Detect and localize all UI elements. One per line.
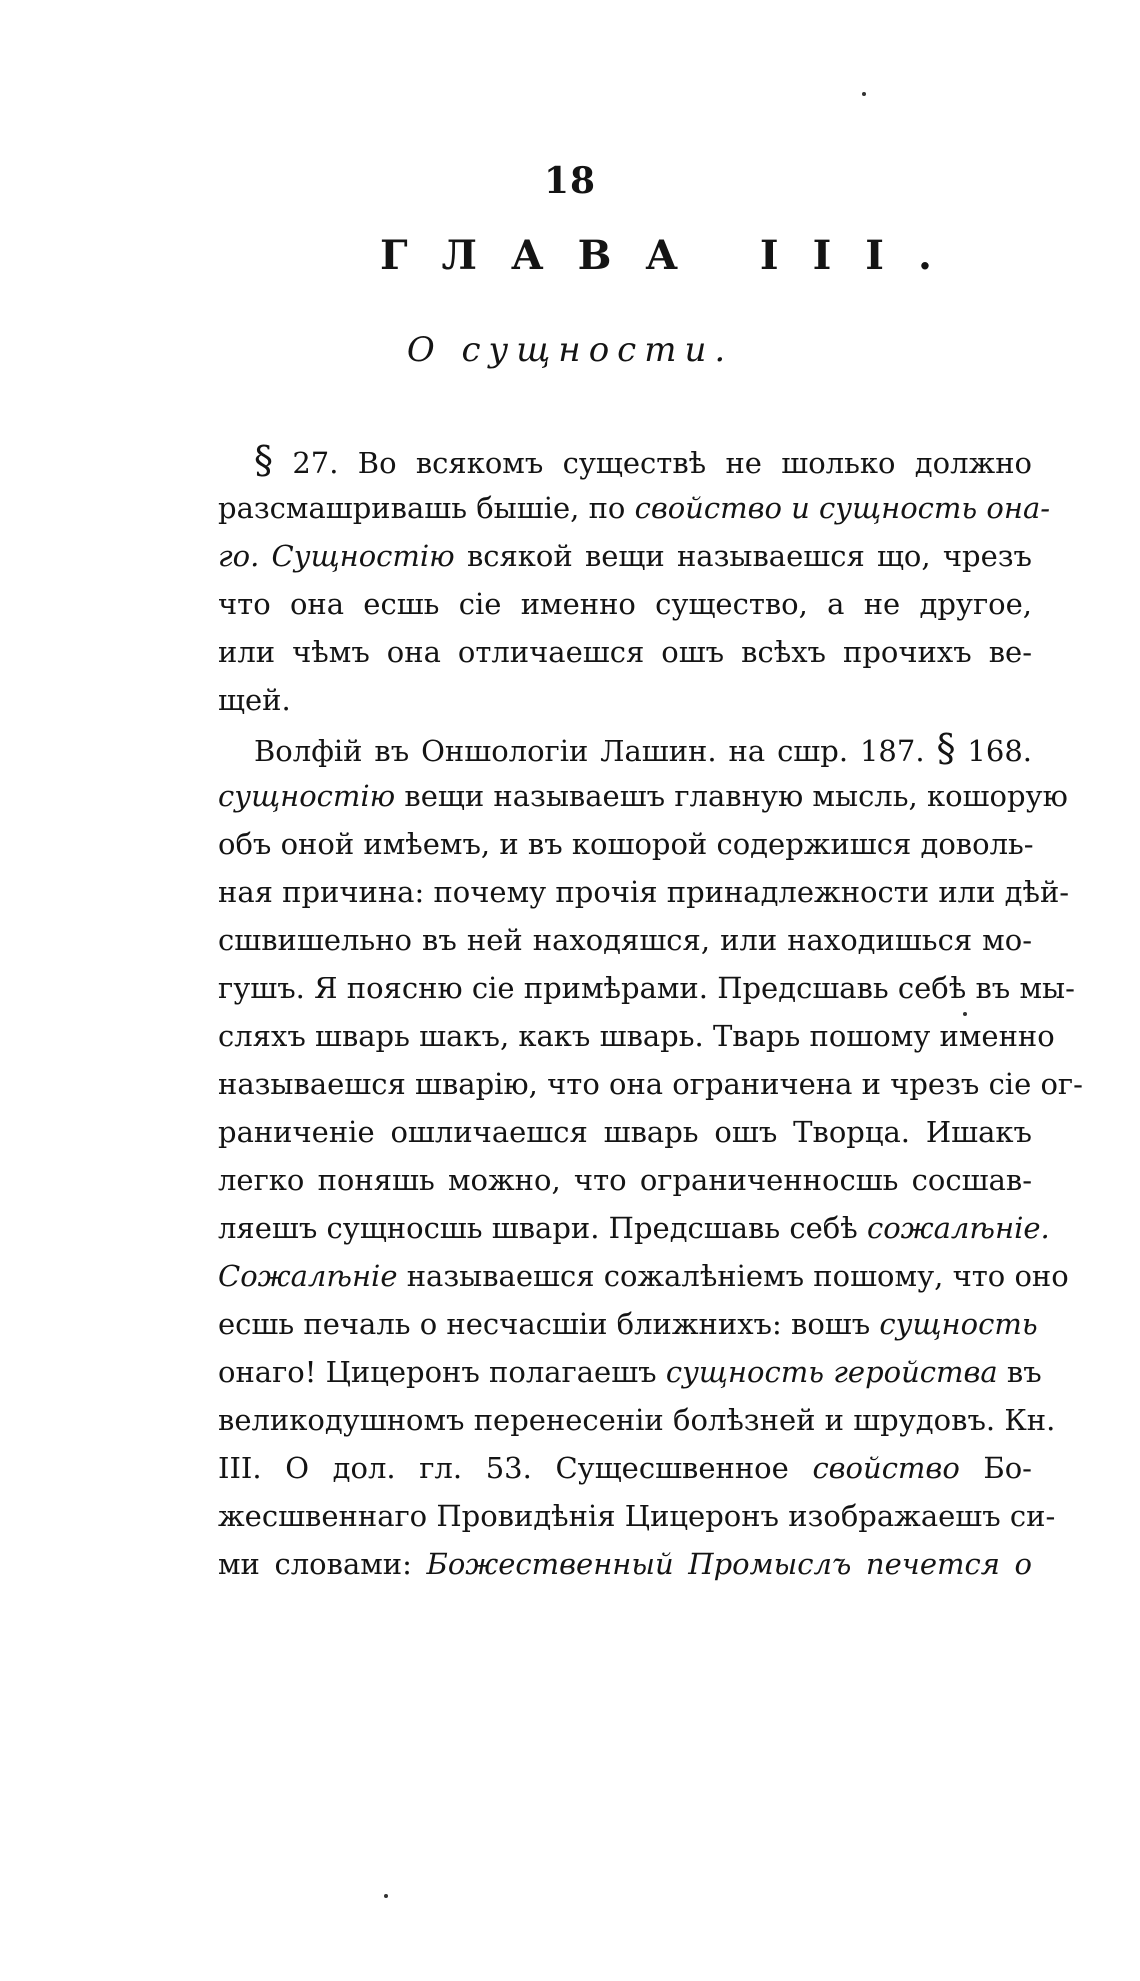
- text-line: [218, 820, 1032, 868]
- text-line: [218, 1300, 1038, 1348]
- text-segment: Волфій въ Оншологіи Лашин. на сшр. 187.: [254, 734, 937, 768]
- text-segment: жесшвеннаго Провидѣнія Цицеронъ изображаешъ си-: [218, 1499, 1056, 1533]
- text-line: [218, 772, 1068, 820]
- text-segment: 168.: [955, 734, 1032, 768]
- text-line: [218, 916, 1032, 964]
- italic-text: Сожалѣніе: [218, 1259, 398, 1293]
- text-segment: раниченіе ошличаешся шварь ошъ Творца. Ишакъ: [218, 1115, 1032, 1149]
- text-line: [218, 532, 1032, 580]
- chapter-subtitle: О сущности.: [406, 330, 734, 370]
- text-segment: III. О дол. гл. 53. Сущесшвенное: [218, 1451, 813, 1485]
- text-segment: ляешъ сущносшь швари. Предсшавь себѣ: [218, 1211, 867, 1245]
- text-line: [218, 1540, 1032, 1588]
- text-line: [218, 964, 1075, 1012]
- section-sign: §: [936, 726, 956, 770]
- text-line: [218, 868, 1070, 916]
- text-segment: сляхъ шварь шакъ, какъ шварь. Тварь пошому именно: [218, 1019, 1055, 1053]
- chapter-title: ГЛАВА III.: [380, 232, 966, 279]
- text-line: [218, 724, 1032, 772]
- text-segment: 27. Во всякомъ существѣ не шолько должно: [273, 446, 1032, 480]
- text-segment: объ оной имѣемъ, и въ кошорой содержишся доволь-: [218, 827, 1034, 861]
- text-line: [218, 1252, 1069, 1300]
- text-line: [218, 1492, 1056, 1540]
- text-segment: всякой вещи называешся що, чрезъ: [454, 539, 1033, 573]
- text-line: [218, 628, 1032, 676]
- text-line: [218, 580, 1032, 628]
- text-segment: называешся шварію, что она ограничена и чрезъ сіе ог-: [218, 1067, 1083, 1101]
- text-segment: вещи называешъ главную мысль, кошорую: [395, 779, 1068, 813]
- text-segment: ная причина: почему прочія принадлежности или дѣй-: [218, 875, 1070, 909]
- text-segment: разсмашривашь бышіе, по: [218, 491, 635, 525]
- text-segment: гушъ. Я поясню сіе примѣрами. Предсшавь себѣ въ мы-: [218, 971, 1075, 1005]
- italic-text: сожалѣніе.: [866, 1211, 1050, 1245]
- text-line: [218, 1396, 1056, 1444]
- text-line: [218, 1012, 1055, 1060]
- text-segment: что она есшь сіе именно существо, а не другое,: [218, 587, 1032, 621]
- italic-text: го. Сущностію: [218, 539, 455, 573]
- italic-text: Божественный Промыслъ печется о: [426, 1547, 1032, 1581]
- text-segment: ми словами:: [218, 1547, 427, 1581]
- text-segment: великодушномъ перенесеніи болѣзней и шрудовъ. Кн.: [218, 1403, 1056, 1437]
- italic-text: свойство и сущность она-: [634, 491, 1051, 525]
- text-line: [218, 1348, 1042, 1396]
- text-line: [218, 1204, 1050, 1252]
- text-segment: щей.: [218, 683, 291, 717]
- text-line: [218, 484, 1051, 532]
- text-segment: называешся сожалѣніемъ пошому, что оно: [397, 1259, 1069, 1293]
- text-segment: сшвишельно въ ней находяшся, или находишься мо-: [218, 923, 1032, 957]
- italic-text: сущность геройства: [665, 1355, 998, 1389]
- body-text: [218, 436, 1083, 1588]
- text-line: [218, 436, 1032, 484]
- text-segment: онаго! Цицеронъ полагаешъ: [218, 1355, 666, 1389]
- italic-text: сущность: [879, 1307, 1038, 1341]
- text-line: [218, 676, 1032, 724]
- text-segment: въ: [997, 1355, 1042, 1389]
- print-speck: [384, 1894, 388, 1898]
- text-line: [218, 1060, 1083, 1108]
- section-sign: §: [254, 438, 273, 482]
- text-segment: или чѣмъ она отличаешся ошъ всѣхъ прочихъ ве-: [218, 635, 1032, 669]
- italic-text: сущностію: [218, 779, 396, 813]
- text-segment: есшь печаль о несчасшіи ближнихъ: вошъ: [218, 1307, 880, 1341]
- page-number: 18: [543, 160, 597, 202]
- text-line: [218, 1156, 1032, 1204]
- print-speck: [963, 1012, 967, 1016]
- print-speck: [862, 92, 866, 96]
- italic-text: свойство: [812, 1451, 960, 1485]
- text-line: [218, 1108, 1032, 1156]
- text-segment: легко поняшь можно, что ограниченносшь сосшав-: [218, 1163, 1032, 1197]
- text-line: [218, 1444, 1032, 1492]
- text-segment: Бо-: [959, 1451, 1032, 1485]
